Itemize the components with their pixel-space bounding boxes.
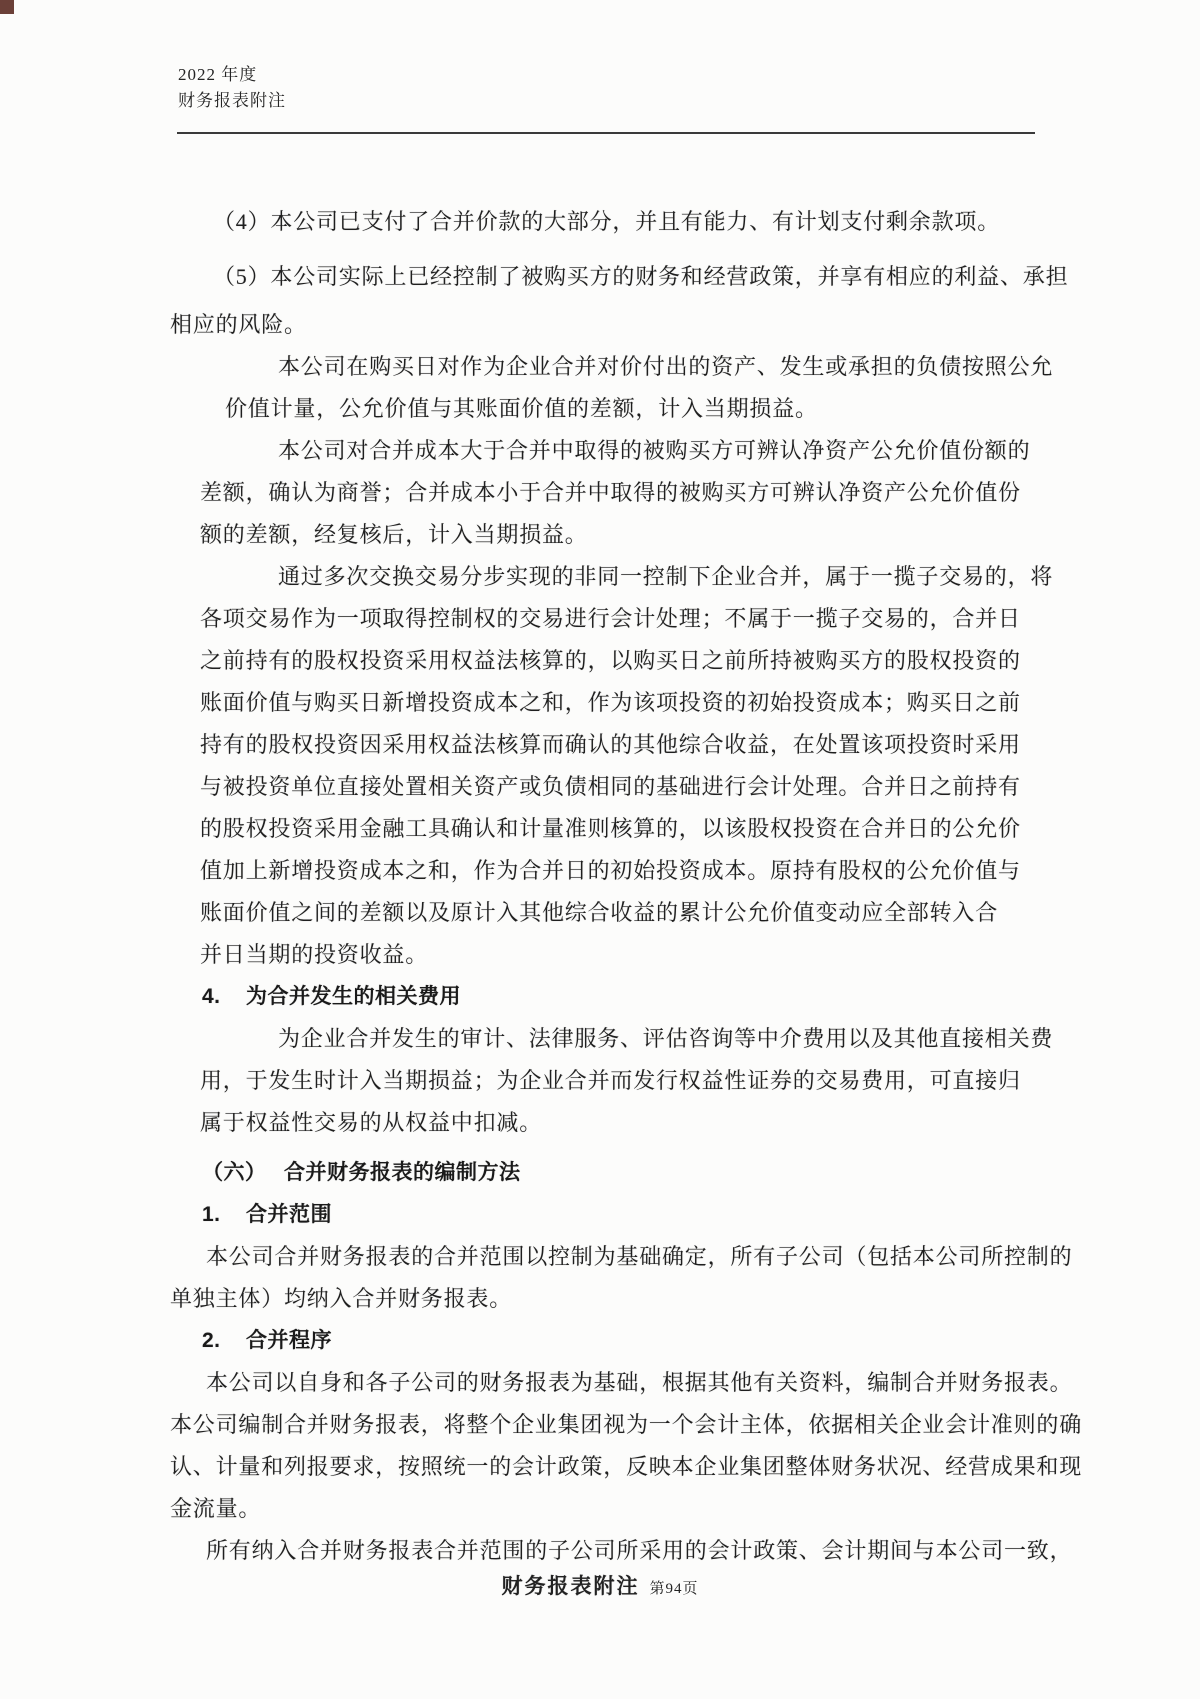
text-line: 本公司合并财务报表的合并范围以控制为基础确定，所有子公司（包括本公司所控制的	[206, 1244, 1073, 1269]
heading-text: 合并范围	[246, 1203, 332, 1226]
footer-page-number: 第94页	[649, 1581, 699, 1597]
text-line: 所有纳入合并财务报表合并范围的子公司所采用的会计政策、会计期间与本公司一致，	[206, 1538, 1073, 1563]
heading-text: 合并财务报表的编制方法	[284, 1161, 521, 1184]
text-line: 属于权益性交易的从权益中扣减。	[200, 1110, 543, 1135]
text-line: 之前持有的股权投资采用权益法核算的，以购买日之前所持被购买方的股权投资的	[200, 648, 1021, 673]
heading-number: 4.	[202, 985, 221, 1008]
text-line: 金流量。	[170, 1496, 262, 1521]
document-body	[170, 194, 1083, 1572]
heading-text: 合并程序	[246, 1329, 332, 1352]
text-line: 并日当期的投资收益。	[200, 942, 429, 967]
text-line: 持有的股权投资因采用权益法核算而确认的其他综合收益，在处置该项投资时采用	[200, 732, 1021, 757]
text-line: 单独主体）均纳入合并财务报表。	[170, 1286, 513, 1311]
text-line: 与被投资单位直接处置相关资产或负债相同的基础进行会计处理。合并日之前持有	[200, 774, 1021, 799]
text-line: 本公司在购买日对作为企业合并对价付出的资产、发生或承担的负债按照公允	[278, 354, 1054, 379]
heading-line	[170, 976, 1070, 1018]
text-line: 本公司以自身和各子公司的财务报表为基础，根据其他有关资料，编制合并财务报表。	[206, 1370, 1073, 1395]
text-line: 本公司编制合并财务报表，将整个企业集团视为一个会计主体，依据相关企业会计准则的确	[170, 1412, 1083, 1437]
text-line: 值加上新增投资成本之和，作为合并日的初始投资成本。原持有股权的公允价值与	[200, 858, 1021, 883]
text-line: 价值计量，公允价值与其账面价值的差额，计入当期损益。	[225, 396, 818, 421]
page-footer	[0, 1570, 1200, 1600]
text-line: 本公司对合并成本大于合并中取得的被购买方可辨认净资产公允价值份额的	[278, 438, 1031, 463]
heading-number: 1.	[202, 1203, 221, 1226]
heading-line	[170, 1194, 1070, 1236]
text-line: 各项交易作为一项取得控制权的交易进行会计处理；不属于一揽子交易的，合并日	[200, 606, 1021, 631]
text-line: 为企业合并发生的审计、法律服务、评估咨询等中介费用以及其他直接相关费	[278, 1026, 1054, 1051]
text-line: 账面价值之间的差额以及原计入其他综合收益的累计公允价值变动应全部转入合	[200, 900, 999, 925]
footer-doc-title: 财务报表附注	[501, 1574, 640, 1598]
text-line: 通过多次交换交易分步实现的非同一控制下企业合并，属于一揽子交易的，将	[278, 564, 1054, 589]
heading-number: （六）	[202, 1161, 267, 1184]
text-line: 的股权投资采用金融工具确认和计量准则核算的，以该股权投资在合并日的公允价	[200, 816, 1021, 841]
text-line: 认、计量和列报要求，按照统一的会计政策，反映本企业集团整体财务状况、经营成果和现	[170, 1454, 1083, 1479]
page-header	[178, 62, 286, 114]
header-year: 2022 年度	[178, 65, 258, 84]
text-line: 账面价值与购买日新增投资成本之和，作为该项投资的初始投资成本；购买日之前	[200, 690, 1021, 715]
text-line: 差额，确认为商誉；合并成本小于合并中取得的被购买方可辨认净资产公允价值份	[200, 480, 1021, 505]
heading-line	[170, 1152, 1070, 1194]
text-line: （4）本公司已支付了合并价款的大部分，并且有能力、有计划支付剩余款项。	[213, 209, 1001, 234]
text-line: （5）本公司实际上已经控制了被购买方的财务和经营政策，并享有相应的利益、承担	[213, 264, 1069, 289]
heading-number: 2.	[202, 1329, 221, 1352]
header-divider	[177, 132, 1035, 134]
text-line: 额的差额，经复核后，计入当期损益。	[200, 522, 588, 547]
text-line: 用，于发生时计入当期损益；为企业合并而发行权益性证券的交易费用，可直接归	[200, 1068, 1021, 1093]
header-doc-title: 财务报表附注	[178, 91, 286, 110]
heading-line	[170, 1320, 1070, 1362]
scan-corner-mark	[0, 0, 14, 14]
text-line: 相应的风险。	[170, 312, 307, 337]
heading-text: 为合并发生的相关费用	[246, 985, 461, 1008]
